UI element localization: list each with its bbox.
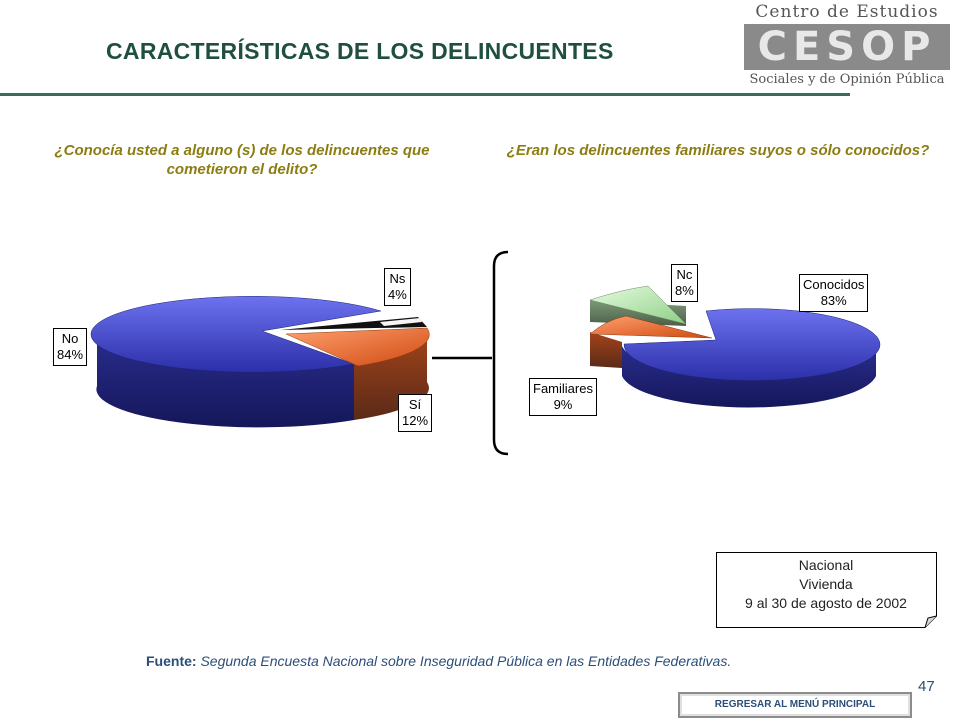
- pie2-label-conocidos: [799, 274, 868, 312]
- note-text: [716, 556, 936, 613]
- logo-bottom-text: Sociales y de Opinión Pública: [749, 72, 945, 87]
- logo-top-text: Centro de Estudios: [755, 2, 939, 22]
- pie2-label-conocidos-value: 83%: [820, 293, 847, 308]
- pie1-label-no: [53, 328, 87, 366]
- pie2-label-nc: [671, 264, 698, 302]
- pie2-label-conocidos-name: Conocidos: [803, 277, 865, 292]
- pie1-label-si-value: 12%: [402, 413, 429, 428]
- pie1-label-ns-value: 4%: [388, 287, 407, 302]
- chart2-title: ¿Eran los delincuentes familiares suyos o sólo conocidos?: [506, 142, 930, 159]
- pie2-label-nc-name: Nc: [676, 267, 693, 282]
- back-to-menu-button[interactable]: REGRESAR AL MENÚ PRINCIPAL: [678, 692, 912, 718]
- page-number: 47: [918, 678, 935, 695]
- source-text: Segunda Encuesta Nacional sobre Inseguridad Pública en las Entidades Federativas.: [200, 653, 732, 669]
- pie-chart-1: [91, 296, 429, 427]
- pie1-label-si-name: Sí: [408, 397, 422, 412]
- logo-letters: CESOP: [744, 24, 950, 70]
- source-label: Fuente:: [146, 653, 197, 669]
- bracket: [494, 252, 508, 454]
- pie2-label-familiares-name: Familiares: [533, 381, 593, 396]
- note-line-2: Vivienda: [799, 576, 853, 592]
- pie1-label-ns: [384, 268, 411, 306]
- pie2-label-nc-value: 8%: [675, 283, 694, 298]
- note-line-1: Nacional: [798, 557, 854, 573]
- note-line-3: 9 al 30 de agosto de 2002: [745, 595, 907, 611]
- pie2-slice-fam-side: [590, 332, 622, 368]
- pie1-label-no-name: No: [61, 331, 79, 346]
- source-note: [146, 653, 731, 669]
- pie2-label-familiares-value: 9%: [553, 397, 573, 412]
- pie1-label-no-value: 84%: [57, 347, 84, 362]
- survey-note: [716, 552, 936, 626]
- pie1-label-si: [398, 394, 432, 432]
- chart1-title: ¿Conocía usted a alguno (s) de los delincuentes que cometieron el delito?: [54, 142, 430, 178]
- pie1-label-ns-name: Ns: [389, 271, 406, 286]
- page-title: CARACTERÍSTICAS DE LOS DELINCUENTES: [106, 38, 614, 64]
- pie2-label-familiares: [529, 378, 597, 416]
